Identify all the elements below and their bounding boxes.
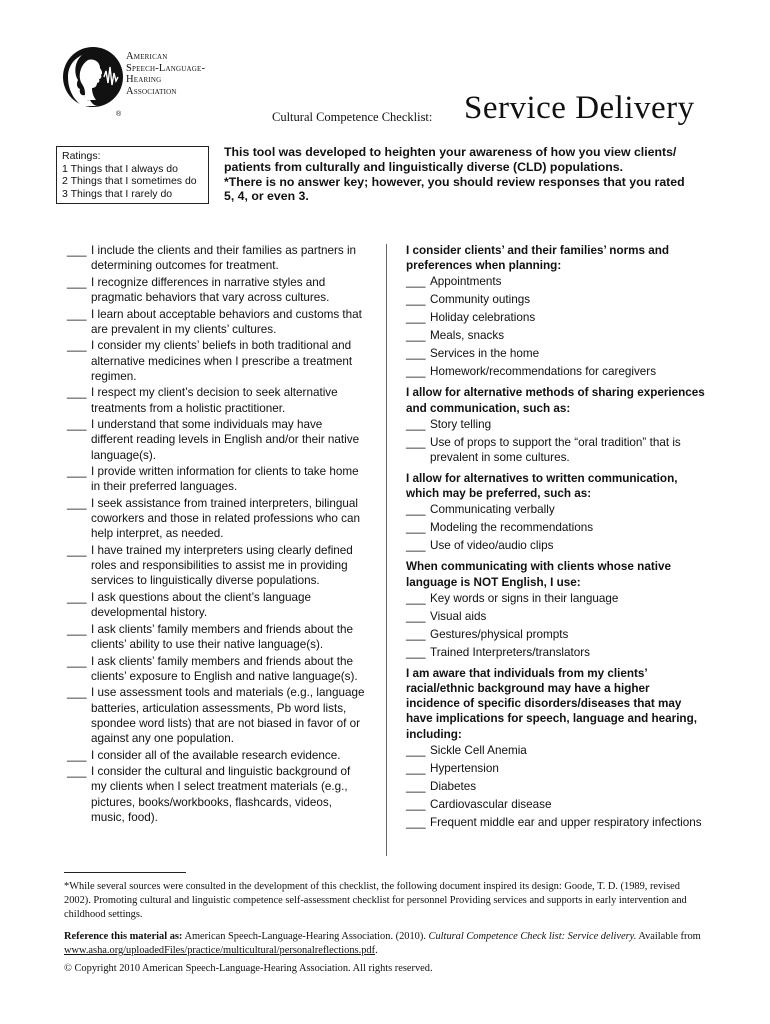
left-checklist (67, 243, 367, 826)
checklist-item-text: I consider my clients’ beliefs in both traditional and alternative medicines when I prescribe a treatment regimen. (91, 339, 353, 383)
checklist-item (406, 627, 706, 642)
checklist-item-text: Key words or signs in their language (430, 591, 619, 605)
answer-blank[interactable]: ___ (406, 591, 426, 605)
answer-blank[interactable]: ___ (406, 609, 426, 623)
checklist-item (67, 543, 367, 589)
checklist-item-text: Hypertension (430, 761, 499, 775)
checklist-item (67, 654, 367, 684)
checklist-item (406, 310, 706, 325)
checklist-item-text: I ask questions about the client’s language developmental history. (91, 590, 312, 620)
answer-blank[interactable]: ___ (67, 275, 87, 289)
footnote: *While several sources were consulted in the development of this checklist, the following document inspired its design: Goode, T. D. (1989, revised 2002). Promoting cultural and linguistic competence self-assessment checklist for personnel Providing services and supports in early intervention and childhood settings. (64, 881, 687, 920)
reference-text: American Speech-Language-Hearing Association. (2010). (184, 931, 426, 942)
answer-blank[interactable]: ___ (67, 465, 87, 479)
org-line-2: Speech-Language- (126, 62, 206, 74)
checklist-item (67, 338, 367, 384)
checklist-item-text: Services in the home (430, 347, 540, 361)
answer-blank[interactable]: ___ (406, 743, 426, 757)
intro-text (224, 145, 694, 204)
section-heading: I consider clients’ and their families’ norms and preferences when planning: (406, 244, 670, 273)
answer-blank[interactable]: ___ (67, 590, 87, 604)
answer-blank[interactable]: ___ (406, 365, 426, 379)
checklist-item-text: Visual aids (430, 609, 487, 623)
answer-blank[interactable]: ___ (406, 435, 426, 449)
checklist-item-text: I ask clients’ family members and friends about the clients’ ability to use their native language(s). (91, 622, 354, 651)
checklist-item (406, 328, 706, 343)
checklist-item-text: Community outings (430, 293, 531, 307)
checklist-item-text: I ask clients’ family members and friends about the clients’ exposure to English and native language(s). (91, 654, 358, 683)
checklist-item (67, 496, 367, 542)
checklist-item-text: Use of props to support the “oral tradition” that is prevalent in some cultures. (430, 435, 681, 465)
reference-title: Cultural Competence Check list: Service delivery. (428, 931, 637, 942)
reference-note (64, 930, 714, 958)
checklist-item-text: Trained Interpreters/translators (430, 645, 591, 659)
page-title: Service Delivery (464, 90, 695, 126)
answer-blank[interactable]: ___ (67, 543, 87, 557)
answer-blank[interactable]: ___ (67, 418, 87, 432)
checklist-item (67, 464, 367, 494)
checklist-item-text: Frequent middle ear and upper respiratory infections (430, 815, 702, 829)
checklist-item-text: Communicating verbally (430, 503, 555, 517)
rating-line-2: 2 Things that I sometimes do (62, 175, 197, 188)
checklist-item (406, 761, 706, 776)
answer-blank[interactable]: ___ (67, 765, 87, 779)
answer-blank[interactable]: ___ (67, 748, 87, 762)
checklist-item (406, 346, 706, 361)
reference-available: Available from (638, 931, 701, 942)
checklist-item-text: I use assessment tools and materials (e.g., language batteries, articulation assessments, Pb word lists, spondee word lists) that are not biased in favor of or against any one population. (91, 686, 365, 745)
checklist-item-text: I seek assistance from trained interpreters, bilingual coworkers and those in related professions who can help interpret, as needed. (91, 496, 360, 541)
reference-label: Reference this material as: (64, 931, 183, 942)
checklist-item-text: I consider the cultural and linguistic background of my clients when I select treatment materials (e.g., pictures, books/workbooks, flashcards, videos, music, food). (91, 765, 351, 824)
checklist-item-text: I include the clients and their families as partners in determining outcomes for treatment. (91, 244, 357, 273)
registered-mark: ® (116, 111, 122, 118)
answer-blank[interactable]: ___ (406, 329, 426, 343)
answer-blank[interactable]: ___ (67, 244, 87, 257)
section-gap (406, 833, 706, 836)
checklist-item (67, 748, 367, 763)
checklist-item (67, 385, 367, 415)
answer-blank[interactable]: ___ (406, 521, 426, 535)
answer-blank[interactable]: ___ (406, 347, 426, 361)
checklist-item (406, 779, 706, 794)
section-heading: I allow for alternative methods of sharing experiences and communication, such as: (406, 386, 705, 415)
intro-line-2: patients from culturally and linguistically diverse (CLD) populations. (224, 159, 624, 174)
answer-blank[interactable]: ___ (406, 645, 426, 659)
page-subtitle: Cultural Competence Checklist: (272, 110, 433, 124)
answer-blank[interactable]: ___ (67, 307, 87, 321)
answer-blank[interactable]: ___ (406, 539, 426, 553)
org-line-1: American (126, 51, 168, 62)
checklist-item (67, 622, 367, 652)
checklist-item-text: Sickle Cell Anemia (430, 743, 527, 757)
checklist-item-text: I understand that some individuals may have different reading levels in English and/or their native language(s). (91, 418, 360, 462)
answer-blank[interactable]: ___ (67, 686, 87, 700)
answer-blank[interactable]: ___ (406, 311, 426, 325)
checklist-item (406, 364, 706, 379)
answer-blank[interactable]: ___ (67, 386, 87, 400)
column-divider (386, 244, 387, 856)
reference-end: . (375, 945, 378, 956)
answer-blank[interactable]: ___ (406, 761, 426, 775)
answer-blank[interactable]: ___ (67, 654, 87, 668)
checklist-item (406, 520, 706, 535)
checklist-item-text: Holiday celebrations (430, 311, 536, 325)
checklist-item-text: Homework/recommendations for caregivers (430, 365, 657, 379)
checklist-item-text: Cardiovascular disease (430, 797, 552, 811)
answer-blank[interactable]: ___ (67, 339, 87, 353)
rating-line-3: 3 Things that I rarely do (62, 187, 173, 200)
checklist-item (406, 435, 706, 465)
checklist-item (406, 743, 706, 758)
footnote-rule (64, 872, 186, 873)
answer-blank[interactable]: ___ (406, 797, 426, 811)
ratings-box (56, 146, 209, 204)
checklist-item (406, 538, 706, 553)
answer-blank[interactable]: ___ (406, 627, 426, 641)
asha-logo-icon (62, 46, 124, 108)
intro-line-1: This tool was developed to heighten your awareness of how you view clients/ (224, 145, 677, 159)
checklist-item (67, 417, 367, 463)
checklist-item (406, 797, 706, 812)
checklist-item (67, 764, 367, 825)
answer-blank[interactable]: ___ (406, 815, 426, 829)
checklist-item-text: I have trained my interpreters using clearly defined roles and responsibilities to assist me in providing services to linguistically diverse populations. (91, 543, 353, 588)
checklist-item (67, 275, 367, 305)
checklist-item-text: Meals, snacks (430, 329, 505, 343)
checklist-item (406, 609, 706, 624)
checklist-item-text: Appointments (430, 275, 502, 289)
checklist-item (406, 645, 706, 660)
checklist-item (67, 685, 367, 746)
intro-line-4: 5, 4, or even 3. (224, 189, 309, 204)
section-heading: I am aware that individuals from my clients’ racial/ethnic background may have a higher incidence of specific disorders/diseases that may have implications for speech, language and hearing, including: (406, 666, 697, 741)
section-heading: When communicating with clients whose native language is NOT English, I use: (406, 560, 671, 589)
intro-line-3: *There is no answer key; however, you should review responses that you rated (224, 174, 685, 189)
answer-blank[interactable]: ___ (406, 275, 426, 289)
checklist-item-text: I provide written information for clients to take home in their preferred languages. (91, 465, 359, 494)
checklist-item (67, 307, 367, 337)
answer-blank[interactable]: ___ (406, 293, 426, 307)
checklist-item-text: Gestures/physical prompts (430, 627, 569, 641)
reference-link[interactable]: www.asha.org/uploadedFiles/practice/multicultural/personalreflections.pdf (64, 945, 376, 956)
org-line-3: Hearing (126, 74, 162, 86)
rating-line-1: 1 Things that I always do (62, 162, 178, 175)
checklist-item-text: I recognize differences in narrative styles and pragmatic behaviors that vary across cultures. (91, 275, 330, 304)
checklist-item (406, 815, 706, 830)
checklist-item-text: I learn about acceptable behaviors and customs that are prevalent in my clients’ cultures. (91, 307, 362, 336)
checklist-item-text: I consider all of the available research evidence. (91, 748, 341, 762)
answer-blank[interactable]: ___ (406, 503, 426, 517)
answer-blank[interactable]: ___ (406, 779, 426, 793)
checklist-item (406, 591, 706, 606)
checklist-item-text: Modeling the recommendations (430, 521, 594, 535)
right-checklist (406, 243, 706, 836)
checklist-item-text: Diabetes (430, 779, 477, 793)
answer-blank[interactable]: ___ (406, 417, 426, 431)
org-line-4: Association (126, 85, 177, 97)
checklist-item-text: Story telling (430, 417, 492, 431)
ratings-heading: Ratings: (62, 150, 101, 162)
answer-blank[interactable]: ___ (67, 496, 87, 510)
answer-blank[interactable]: ___ (67, 622, 87, 636)
checklist-item (406, 502, 706, 517)
checklist-item-text: I respect my client’s decision to seek alternative treatments from a holistic practitioner. (91, 386, 338, 415)
section-heading: I allow for alternatives to written communication, which may be preferred, such as: (406, 472, 678, 501)
checklist-item (406, 292, 706, 307)
checklist-item (67, 590, 367, 620)
checklist-item (406, 417, 706, 432)
checklist-item (67, 243, 367, 273)
copyright: © Copyright 2010 American Speech-Language-Hearing Association. All rights reserved. (64, 963, 433, 974)
organization-name (126, 51, 205, 97)
checklist-item (406, 274, 706, 289)
checklist-item-text: Use of video/audio clips (430, 539, 554, 553)
